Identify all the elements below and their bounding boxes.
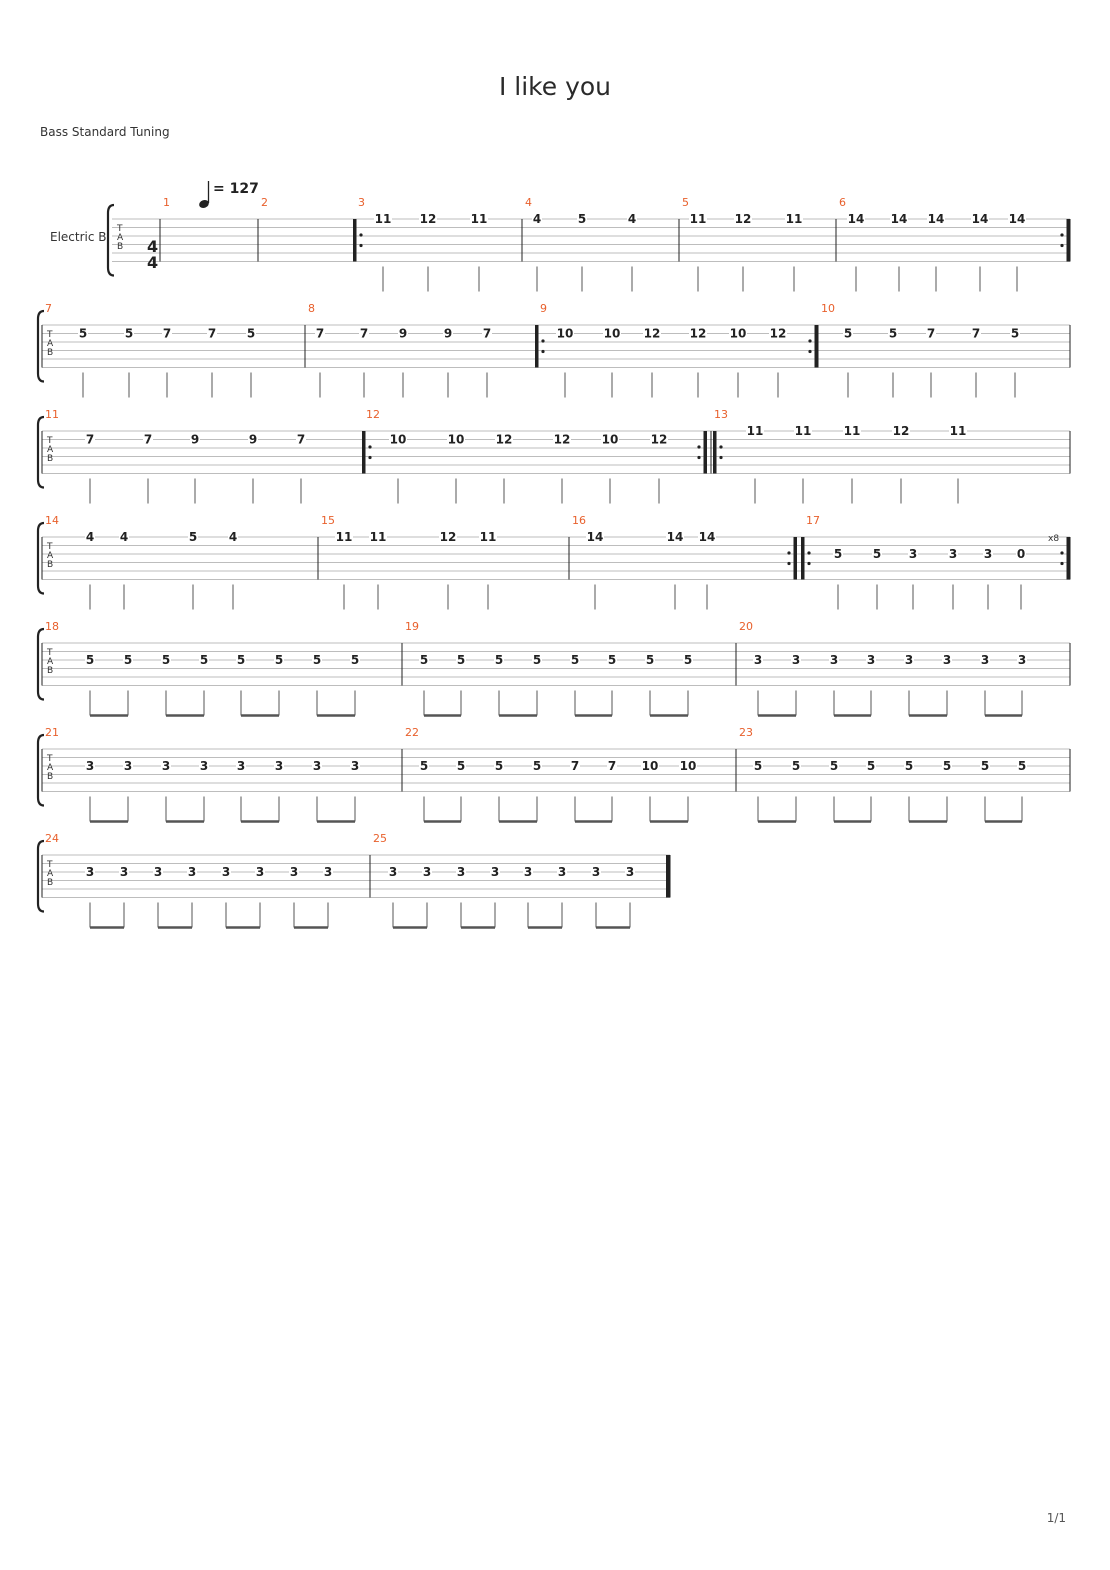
staff-bracket bbox=[38, 417, 44, 488]
fret-number: 3 bbox=[866, 653, 876, 667]
fret-number: 3 bbox=[323, 865, 333, 879]
repeat-dot bbox=[1060, 551, 1063, 554]
measure-number: 25 bbox=[373, 832, 387, 845]
fret-number: 14 bbox=[1008, 212, 1026, 226]
fret-number: 12 bbox=[689, 326, 707, 341]
measure-number: 11 bbox=[45, 408, 59, 421]
fret-number: 10 bbox=[389, 432, 407, 447]
fret-number: 5 bbox=[888, 326, 898, 341]
repeat-dot bbox=[719, 445, 722, 448]
measure-number: 16 bbox=[572, 514, 586, 527]
repeat-dot bbox=[359, 233, 362, 236]
fret-number: 3 bbox=[119, 865, 129, 879]
fret-number: 7 bbox=[207, 326, 217, 341]
fret-number: 10 bbox=[729, 326, 747, 341]
fret-number: 3 bbox=[523, 865, 533, 879]
fret-number: 5 bbox=[236, 653, 246, 667]
repeat-start-bar bbox=[713, 431, 717, 474]
measure-number: 1 bbox=[163, 196, 170, 209]
tab-clef-letter: T bbox=[47, 754, 53, 764]
tempo-marking: = 127 bbox=[213, 181, 259, 197]
repeat-end-bar bbox=[794, 537, 798, 580]
staff-bracket bbox=[108, 205, 114, 276]
repeat-dot bbox=[359, 244, 362, 247]
tab-clef-letter: B bbox=[47, 878, 54, 888]
fret-number: 3 bbox=[948, 547, 958, 561]
fret-number: 14 bbox=[698, 530, 716, 544]
tab-clef-letter: T bbox=[47, 860, 53, 870]
repeat-end-bar bbox=[815, 325, 819, 368]
repeat-count: x8 bbox=[1048, 534, 1060, 544]
fret-number: 10 bbox=[447, 432, 465, 447]
fret-number: 5 bbox=[532, 759, 542, 773]
fret-number: 5 bbox=[645, 653, 655, 667]
fret-number: 3 bbox=[350, 759, 360, 773]
tab-clef-letter: A bbox=[47, 551, 54, 561]
fret-number: 3 bbox=[791, 653, 801, 667]
fret-number: 5 bbox=[577, 212, 587, 226]
fret-number: 5 bbox=[350, 653, 360, 667]
fret-number: 11 bbox=[785, 212, 803, 226]
measure-number: 23 bbox=[739, 726, 753, 739]
fret-number: 7 bbox=[926, 326, 936, 341]
fret-number: 5 bbox=[904, 759, 914, 773]
tab-clef-letter: B bbox=[47, 454, 54, 464]
fret-number: 10 bbox=[603, 326, 621, 341]
tab-clef-letter: T bbox=[117, 224, 123, 234]
repeat-dot bbox=[807, 562, 810, 565]
fret-number: 12 bbox=[769, 326, 787, 341]
fret-number: 12 bbox=[553, 432, 571, 447]
fret-number: 10 bbox=[679, 759, 697, 773]
song-title: I like you bbox=[498, 72, 612, 101]
measure-number: 24 bbox=[45, 832, 59, 845]
fret-number: 5 bbox=[494, 759, 504, 773]
fret-number: 3 bbox=[591, 865, 601, 879]
track-name: Electric B bbox=[50, 230, 107, 244]
fret-number: 12 bbox=[892, 424, 910, 438]
fret-number: 5 bbox=[607, 653, 617, 667]
measure-number: 20 bbox=[739, 620, 753, 633]
fret-number: 3 bbox=[829, 653, 839, 667]
fret-number: 3 bbox=[274, 759, 284, 773]
fret-number: 5 bbox=[419, 653, 429, 667]
repeat-dot bbox=[787, 551, 790, 554]
fret-number: 12 bbox=[650, 432, 668, 447]
tab-clef-letter: A bbox=[47, 869, 54, 879]
measure-number: 18 bbox=[45, 620, 59, 633]
measure-number: 13 bbox=[714, 408, 728, 421]
fret-number: 5 bbox=[161, 653, 171, 667]
tab-clef-letter: A bbox=[47, 657, 54, 667]
repeat-dot bbox=[697, 445, 700, 448]
fret-number: 3 bbox=[980, 653, 990, 667]
fret-number: 3 bbox=[255, 865, 265, 879]
fret-number: 3 bbox=[625, 865, 635, 879]
fret-number: 5 bbox=[124, 326, 134, 341]
fret-number: 9 bbox=[443, 326, 453, 341]
fret-number: 3 bbox=[153, 865, 163, 879]
fret-number: 11 bbox=[689, 212, 707, 226]
tab-clef-letter: A bbox=[117, 233, 124, 243]
repeat-dot bbox=[368, 445, 371, 448]
fret-number: 5 bbox=[78, 326, 88, 341]
fret-number: 5 bbox=[419, 759, 429, 773]
fret-number: 7 bbox=[315, 326, 325, 341]
fret-number: 5 bbox=[791, 759, 801, 773]
tab-clef-letter: A bbox=[47, 763, 54, 773]
tab-clef-letter: T bbox=[47, 542, 53, 552]
measure-number: 2 bbox=[261, 196, 268, 209]
final-bar bbox=[666, 855, 670, 898]
repeat-dot bbox=[697, 456, 700, 459]
fret-number: 7 bbox=[162, 326, 172, 341]
fret-number: 5 bbox=[683, 653, 693, 667]
measure-number: 17 bbox=[806, 514, 820, 527]
measure-number: 12 bbox=[366, 408, 380, 421]
staff-bracket bbox=[38, 735, 44, 806]
repeat-dot bbox=[541, 350, 544, 353]
tab-clef-letter: A bbox=[47, 445, 54, 455]
repeat-dot bbox=[787, 562, 790, 565]
measure-number: 4 bbox=[525, 196, 532, 209]
tab-clef-letter: T bbox=[47, 648, 53, 658]
fret-number: 3 bbox=[983, 547, 993, 561]
repeat-dot bbox=[1060, 244, 1063, 247]
fret-number: 3 bbox=[123, 759, 133, 773]
tab-clef-letter: B bbox=[47, 560, 54, 570]
measure-number: 19 bbox=[405, 620, 419, 633]
fret-number: 11 bbox=[949, 424, 967, 438]
fret-number: 5 bbox=[866, 759, 876, 773]
measure-number: 14 bbox=[45, 514, 59, 527]
measure-number: 21 bbox=[45, 726, 59, 739]
repeat-end-bar bbox=[1067, 537, 1071, 580]
fret-number: 3 bbox=[456, 865, 466, 879]
fret-number: 9 bbox=[248, 432, 258, 447]
measure-number: 5 bbox=[682, 196, 689, 209]
fret-number: 7 bbox=[570, 759, 580, 773]
fret-number: 5 bbox=[843, 326, 853, 341]
repeat-dot bbox=[808, 339, 811, 342]
fret-number: 10 bbox=[641, 759, 659, 773]
fret-number: 5 bbox=[1017, 759, 1027, 773]
fret-number: 9 bbox=[398, 326, 408, 341]
fret-number: 3 bbox=[187, 865, 197, 879]
fret-number: 5 bbox=[274, 653, 284, 667]
fret-number: 14 bbox=[927, 212, 945, 226]
fret-number: 14 bbox=[971, 212, 989, 226]
fret-number: 11 bbox=[374, 212, 392, 226]
fret-number: 14 bbox=[666, 530, 684, 544]
fret-number: 14 bbox=[847, 212, 865, 226]
fret-number: 5 bbox=[494, 653, 504, 667]
fret-number: 3 bbox=[908, 547, 918, 561]
repeat-dot bbox=[807, 551, 810, 554]
fret-number: 5 bbox=[942, 759, 952, 773]
page-number: 1/1 bbox=[1046, 1511, 1066, 1525]
repeat-dot bbox=[808, 350, 811, 353]
measure-number: 22 bbox=[405, 726, 419, 739]
staff-bracket bbox=[38, 629, 44, 700]
time-signature-bottom: 4 bbox=[147, 253, 159, 272]
fret-number: 11 bbox=[746, 424, 764, 438]
measure-number: 3 bbox=[358, 196, 365, 209]
fret-number: 4 bbox=[85, 530, 95, 544]
fret-number: 5 bbox=[829, 759, 839, 773]
fret-number: 5 bbox=[532, 653, 542, 667]
fret-number: 3 bbox=[422, 865, 432, 879]
fret-number: 14 bbox=[890, 212, 908, 226]
fret-number: 12 bbox=[734, 212, 752, 226]
measure-number: 10 bbox=[821, 302, 835, 315]
fret-number: 5 bbox=[570, 653, 580, 667]
fret-number: 5 bbox=[833, 547, 843, 561]
fret-number: 3 bbox=[236, 759, 246, 773]
measure-number: 8 bbox=[308, 302, 315, 315]
fret-number: 12 bbox=[419, 212, 437, 226]
tab-clef-letter: B bbox=[47, 348, 54, 358]
fret-number: 3 bbox=[199, 759, 209, 773]
measure-number: 15 bbox=[321, 514, 335, 527]
tab-clef-letter: B bbox=[47, 666, 54, 676]
fret-number: 10 bbox=[556, 326, 574, 341]
staff-bracket bbox=[38, 841, 44, 912]
fret-number: 3 bbox=[1017, 653, 1027, 667]
measure-number: 6 bbox=[839, 196, 846, 209]
fret-number: 14 bbox=[586, 530, 604, 544]
fret-number: 11 bbox=[335, 530, 353, 544]
fret-number: 4 bbox=[119, 530, 129, 544]
fret-number: 9 bbox=[190, 432, 200, 447]
fret-number: 5 bbox=[980, 759, 990, 773]
fret-number: 7 bbox=[143, 432, 153, 447]
fret-number: 0 bbox=[1016, 547, 1026, 561]
fret-number: 5 bbox=[85, 653, 95, 667]
fret-number: 4 bbox=[627, 212, 637, 226]
repeat-dot bbox=[541, 339, 544, 342]
fret-number: 7 bbox=[607, 759, 617, 773]
fret-number: 11 bbox=[479, 530, 497, 544]
fret-number: 5 bbox=[872, 547, 882, 561]
measure-number: 7 bbox=[45, 302, 52, 315]
repeat-dot bbox=[719, 456, 722, 459]
tuning-label: Bass Standard Tuning bbox=[40, 125, 170, 139]
tab-clef-letter: A bbox=[47, 339, 54, 349]
fret-number: 3 bbox=[221, 865, 231, 879]
tab-clef-letter: B bbox=[47, 772, 54, 782]
fret-number: 3 bbox=[289, 865, 299, 879]
fret-number: 5 bbox=[456, 759, 466, 773]
fret-number: 12 bbox=[643, 326, 661, 341]
fret-number: 3 bbox=[85, 865, 95, 879]
fret-number: 4 bbox=[532, 212, 542, 226]
fret-number: 5 bbox=[246, 326, 256, 341]
fret-number: 3 bbox=[161, 759, 171, 773]
repeat-end-bar bbox=[704, 431, 708, 474]
fret-number: 7 bbox=[85, 432, 95, 447]
fret-number: 5 bbox=[312, 653, 322, 667]
fret-number: 12 bbox=[495, 432, 513, 447]
staff-bracket bbox=[38, 311, 44, 382]
fret-number: 11 bbox=[369, 530, 387, 544]
fret-number: 5 bbox=[199, 653, 209, 667]
fret-number: 5 bbox=[188, 530, 198, 544]
fret-number: 3 bbox=[942, 653, 952, 667]
repeat-dot bbox=[368, 456, 371, 459]
fret-number: 11 bbox=[794, 424, 812, 438]
fret-number: 7 bbox=[482, 326, 492, 341]
tab-clef-letter: B bbox=[117, 242, 124, 252]
fret-number: 3 bbox=[312, 759, 322, 773]
repeat-dot bbox=[1060, 562, 1063, 565]
fret-number: 10 bbox=[601, 432, 619, 447]
fret-number: 5 bbox=[1010, 326, 1020, 341]
fret-number: 7 bbox=[971, 326, 981, 341]
fret-number: 11 bbox=[843, 424, 861, 438]
staff-bracket bbox=[38, 523, 44, 594]
fret-number: 5 bbox=[123, 653, 133, 667]
fret-number: 11 bbox=[470, 212, 488, 226]
fret-number: 5 bbox=[456, 653, 466, 667]
repeat-end-bar bbox=[1067, 219, 1071, 262]
fret-number: 3 bbox=[388, 865, 398, 879]
fret-number: 3 bbox=[85, 759, 95, 773]
time-signature-top: 4 bbox=[147, 237, 159, 256]
tab-clef-letter: T bbox=[47, 436, 53, 446]
fret-number: 3 bbox=[753, 653, 763, 667]
repeat-dot bbox=[1060, 233, 1063, 236]
fret-number: 3 bbox=[557, 865, 567, 879]
fret-number: 7 bbox=[359, 326, 369, 341]
fret-number: 4 bbox=[228, 530, 238, 544]
fret-number: 3 bbox=[904, 653, 914, 667]
fret-number: 5 bbox=[753, 759, 763, 773]
fret-number: 12 bbox=[439, 530, 457, 544]
tab-clef-letter: T bbox=[47, 330, 53, 340]
measure-number: 9 bbox=[540, 302, 547, 315]
fret-number: 7 bbox=[296, 432, 306, 447]
fret-number: 3 bbox=[490, 865, 500, 879]
